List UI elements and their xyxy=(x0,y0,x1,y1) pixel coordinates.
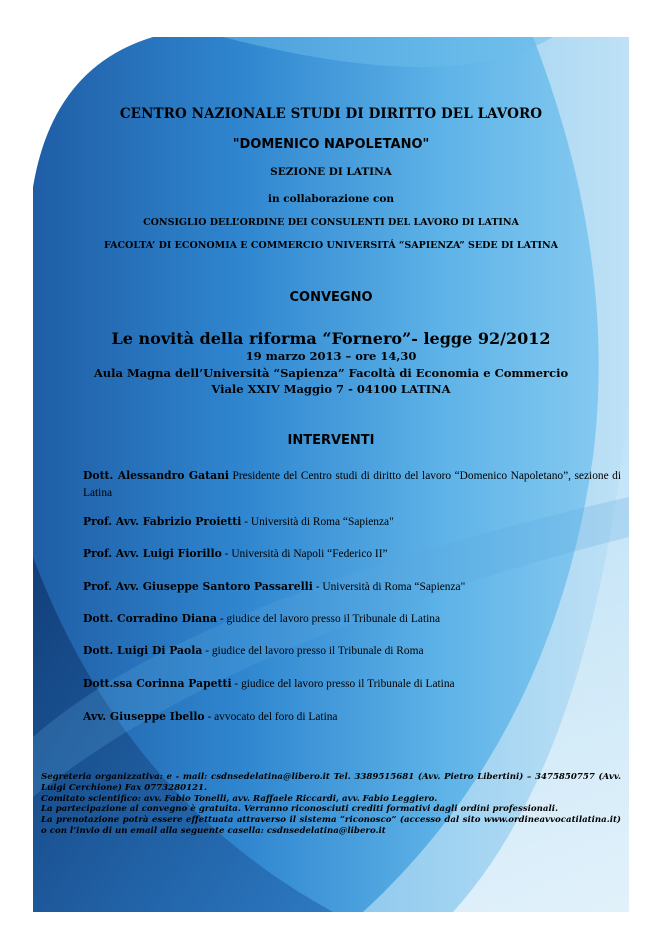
speaker-name: Avv. Giuseppe Ibello xyxy=(83,710,205,723)
speaker-name: Dott. Alessandro Gatani xyxy=(83,469,230,482)
speaker-role: - avvocato del foro di Latina xyxy=(204,711,338,723)
speaker-name: Dott.ssa Corinna Papetti xyxy=(83,677,232,690)
speaker-item xyxy=(83,675,621,693)
speaker-item xyxy=(83,610,621,628)
footer-info xyxy=(41,772,621,837)
speaker-item xyxy=(83,578,621,596)
speaker-role: - giudice del lavoro presso il Tribunale di Latina xyxy=(231,678,455,690)
speaker-role: - Università di Roma “Sapienza" xyxy=(312,581,466,593)
event-venue: Aula Magna dell’Università “Sapienza” Facoltà di Economia e Commercio xyxy=(93,366,569,380)
speaker-name: Dott. Luigi Di Paola xyxy=(83,644,203,657)
speaker-role: Presidente del Centro studi di diritto del lavoro “Domenico Napoletano”, sezione di Latina xyxy=(83,470,621,499)
speaker-role: - Università di Roma “Sapienza" xyxy=(241,516,394,528)
partner-1: CONSIGLIO DELL’ORDINE DEI CONSULENTI DEL LAVORO DI LATINA xyxy=(143,217,519,228)
speaker-name: Prof. Avv. Giuseppe Santoro Passarelli xyxy=(83,580,313,593)
footer-participation: La partecipazione al convegno è gratuita. Verranno riconosciuti crediti formativi dagli ordini professionali. xyxy=(41,804,559,815)
speaker-role: - giudice del lavoro presso il Tribunale di Roma xyxy=(202,645,424,657)
speaker-name: Prof. Avv. Fabrizio Proietti xyxy=(83,515,242,528)
footer-secretariat: Segreteria organizzativa: e - mail: csdnsedelatina@libero.it Tel. 3389515681 (Avv. Pietro Libertini) – 3475850757 (Avv. Luigi Cerchione) Fax 0773280121. xyxy=(41,772,621,793)
event-kind: CONVEGNO xyxy=(289,290,373,305)
poster-content xyxy=(33,37,629,912)
footer-booking: La prenotazione potrà essere effettuata attraverso il sistema “riconosco” (accesso dal sito www.ordineavvocatilatina.it) o con l’invio di un email alla seguente casella: csdnsedelatina@libero.it xyxy=(41,815,621,836)
poster xyxy=(33,37,629,912)
speaker-item xyxy=(83,708,621,726)
speaker-role: - giudice del lavoro presso il Tribunale di Latina xyxy=(217,613,441,625)
event-address: Viale XXIV Maggio 7 - 04100 LATINA xyxy=(211,382,451,396)
speaker-item xyxy=(83,467,621,502)
event-date: 19 marzo 2013 – ore 14,30 xyxy=(245,349,417,363)
speaker-item xyxy=(83,513,621,531)
event-title: Le novità della riforma “Fornero”- legge 92/2012 xyxy=(111,329,551,348)
partner-2: FACOLTA’ DI ECONOMIA E COMMERCIO UNIVERSITÁ “SAPIENZA” SEDE DI LATINA xyxy=(103,240,559,251)
speaker-role: - Università di Napoli “Federico II” xyxy=(221,548,388,560)
speaker-item xyxy=(83,642,621,660)
speaker-name: Prof. Avv. Luigi Fiorillo xyxy=(83,547,222,560)
org-title: CENTRO NAZIONALE STUDI DI DIRITTO DEL LAVORO xyxy=(119,106,543,122)
speaker-name: Dott. Corradino Diana xyxy=(83,612,217,625)
section-name: SEZIONE DI LATINA xyxy=(270,166,392,178)
collaboration-text: in collaborazione con xyxy=(267,193,395,205)
footer-committee: Comitato scientifico: avv. Fabio Tonelli, avv. Raffaele Riccardi, avv. Fabio Leggiero. xyxy=(41,793,438,804)
org-name: "DOMENICO NAPOLETANO" xyxy=(232,137,430,152)
speaker-item xyxy=(83,545,621,563)
interventi-heading: INTERVENTI xyxy=(287,433,375,448)
